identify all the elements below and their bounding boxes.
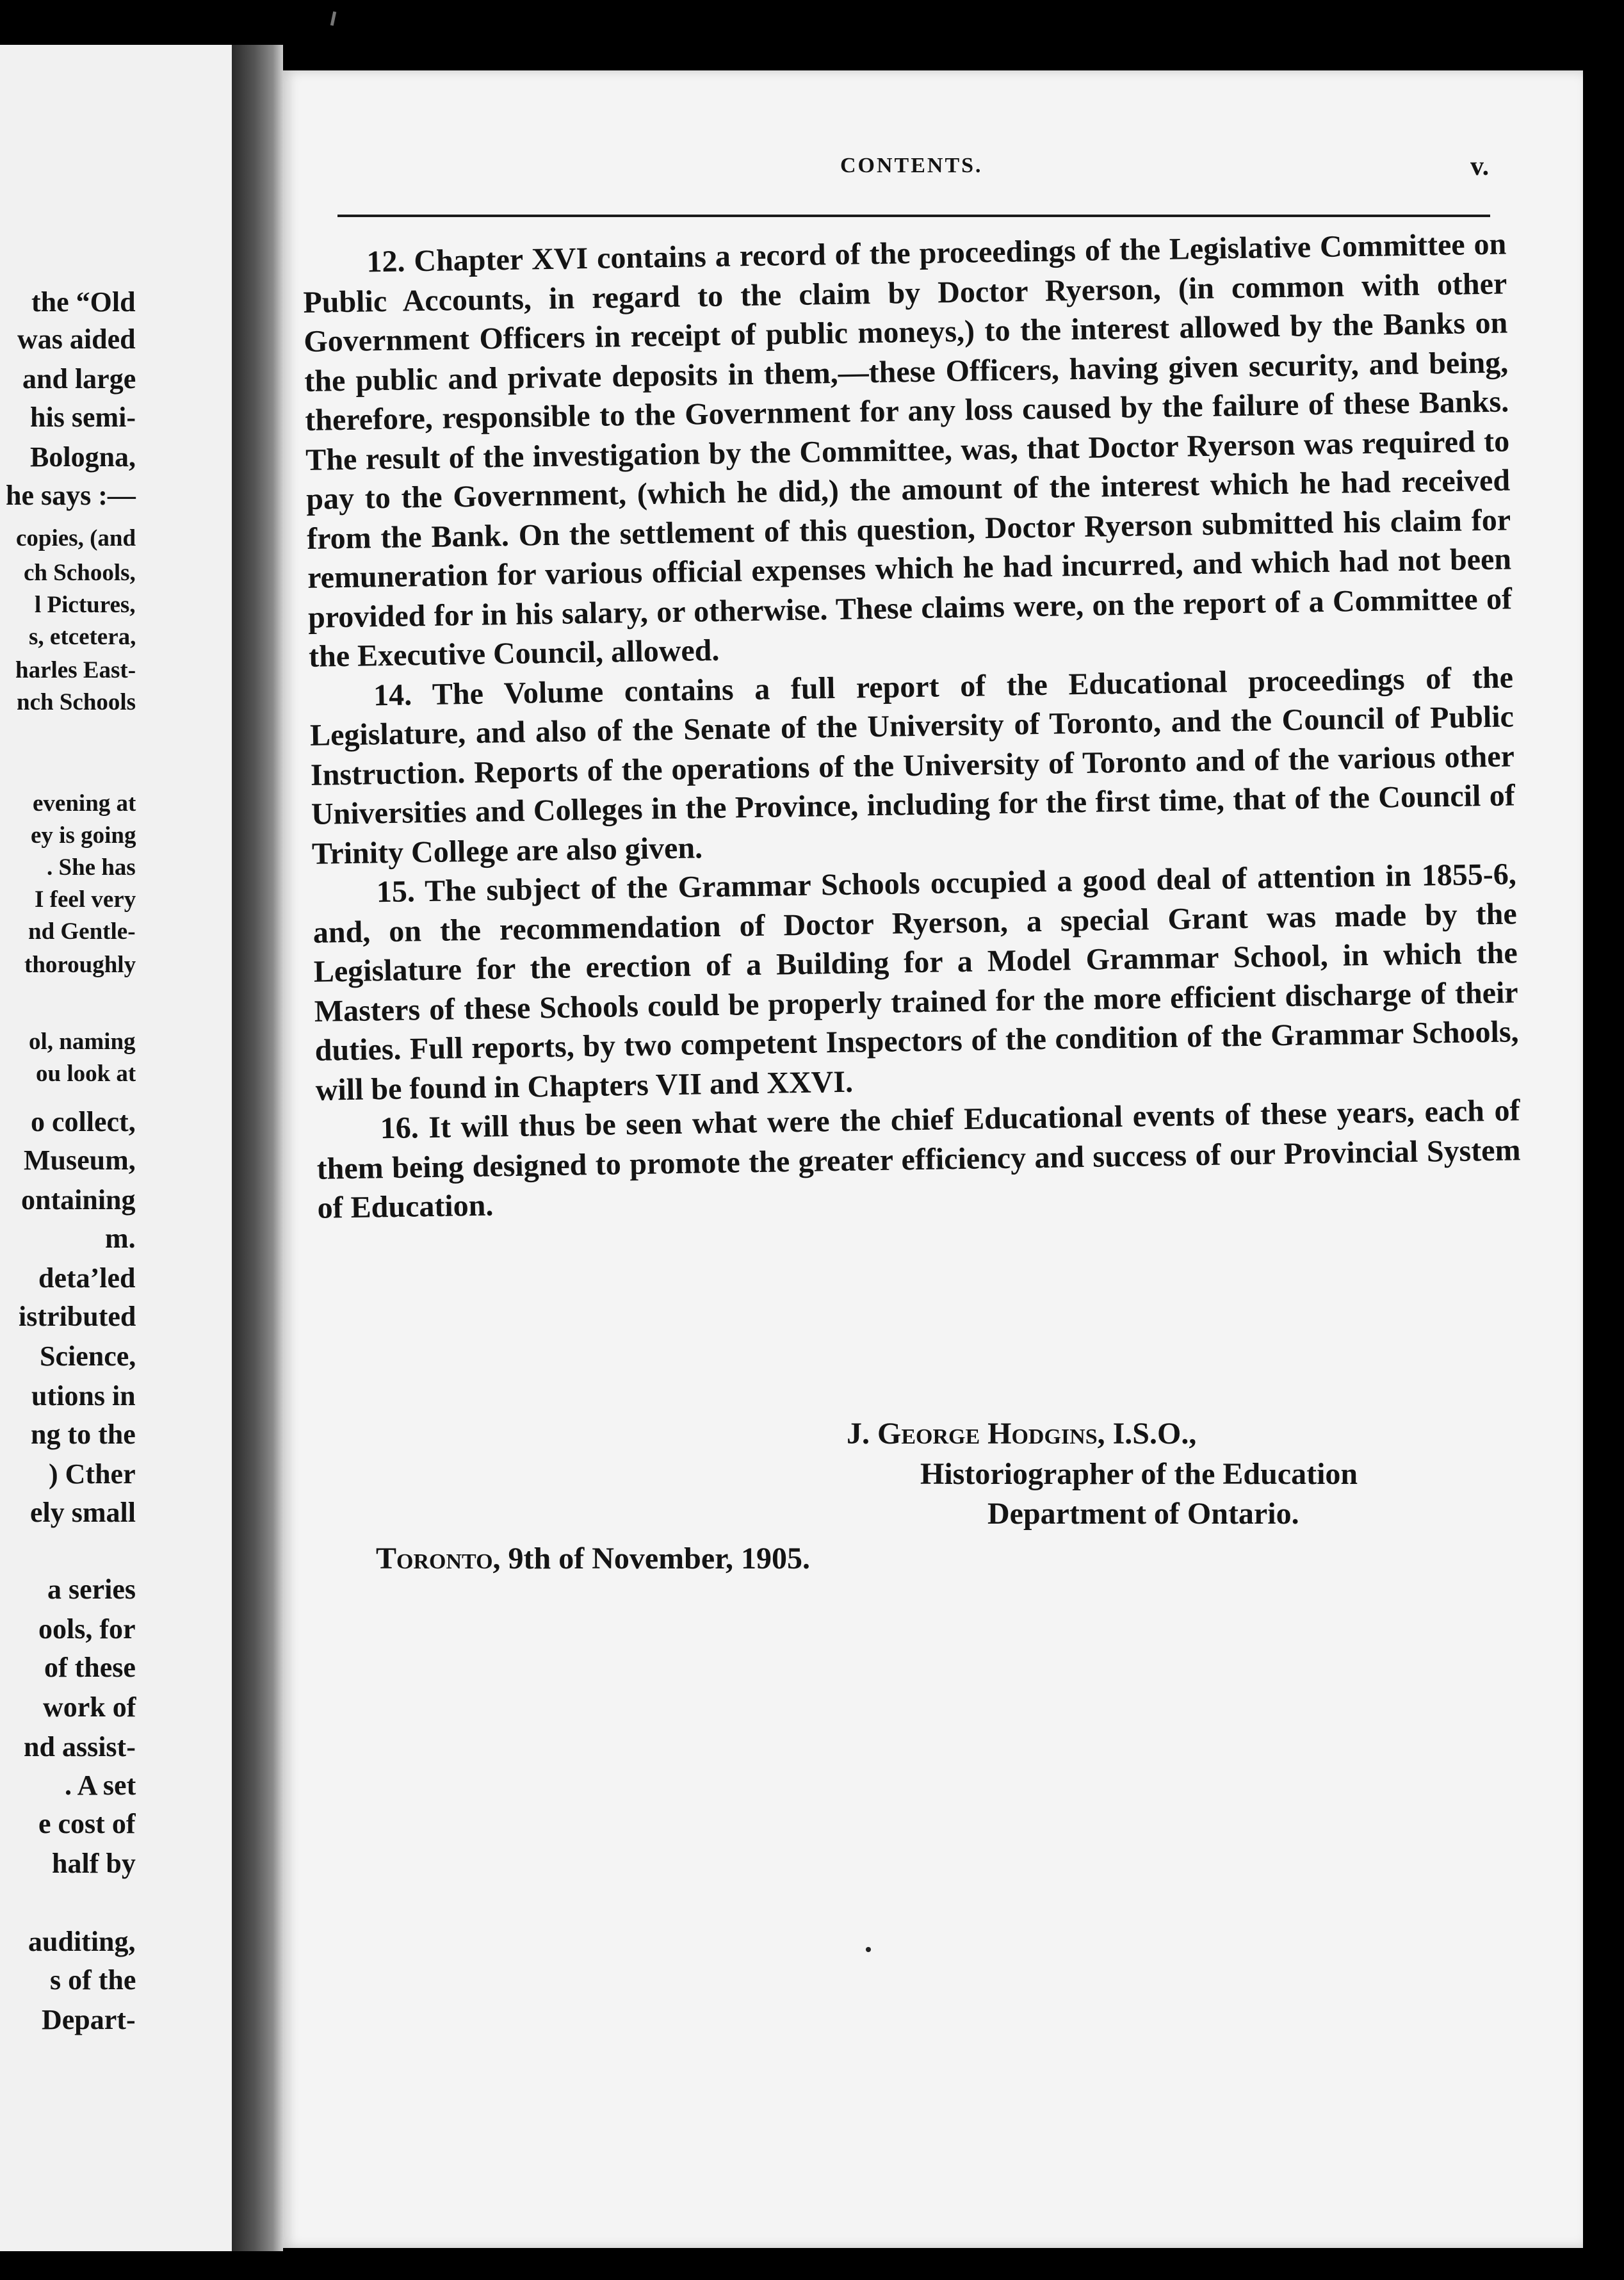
facing-page-line: Museum, [24, 1144, 136, 1176]
facing-page-line: ontaining [21, 1184, 136, 1216]
signature-block [283, 70, 1583, 2248]
facing-page-line: ch Schools, [24, 560, 136, 586]
facing-page-line: his semi- [30, 402, 136, 433]
facing-page-line: m. [105, 1223, 136, 1254]
facing-page-line: work of [43, 1691, 136, 1723]
facing-page-line: Depart- [42, 2004, 136, 2035]
facing-page-line: evening at [33, 790, 136, 817]
facing-page-line: . She has [47, 854, 136, 881]
facing-page-line: utions in [31, 1380, 136, 1412]
facing-page-line: ) Cther [49, 1458, 136, 1490]
facing-page-line: ou look at [36, 1061, 136, 1087]
facing-page-line: auditing, [28, 1926, 136, 1957]
signature-name: J. George Hodgins, I.S.O., [847, 1417, 1197, 1451]
facing-page-line: nd assist- [24, 1731, 136, 1763]
book-gutter [232, 45, 283, 2251]
facing-page [0, 45, 233, 2251]
facing-page-line: I feel very [35, 886, 136, 913]
running-title: CONTENTS. [840, 154, 983, 177]
facing-page-line: and large [22, 363, 136, 395]
paragraph-16: 16. It will thus be seen what were the chief Educational events of these years, each of them being designed to promote the greater efficiency and success of our Provincial System of Education. [316, 1093, 1521, 1225]
facing-page-line: harles East- [15, 657, 136, 683]
facing-page-line: he says :— [6, 480, 136, 511]
facing-page-line: half by [52, 1848, 136, 1879]
facing-page-line: l Pictures, [35, 592, 136, 618]
facing-page-line: the “Old [31, 286, 136, 318]
facing-page-line: o collect, [31, 1106, 136, 1137]
scan-mark [330, 12, 336, 26]
dateline-place: Toronto, [376, 1542, 501, 1576]
facing-page-line: ey is going [31, 822, 136, 849]
facing-page-line: ools, for [38, 1613, 136, 1645]
main-page [283, 70, 1583, 2248]
facing-page-line: . A set [65, 1770, 136, 1801]
paragraph-14: 14. The Volume contains a full report of the Educational proceedings of the Legislature, and also of the Senate of the University of Toronto, and the Council of Public Instruction. Reports of the operations of the University of Toronto and of the various other Universities and Colleges in the Province, including for the first time, that of the Council of Trinity College are also given. [309, 660, 1516, 871]
facing-page-line: ely small [30, 1497, 136, 1528]
facing-page-line: a series [47, 1574, 136, 1605]
paragraph-12: 12. Chapter XVI contains a record of the proceedings of the Legislative Committee on Public Accounts, in regard to the claim by Doctor Ryerson, (in common with other Government Officers in receipt of public moneys,) to the interest allowed by the Banks on the public and private deposits in them,—these Officers, having given security, and being, therefore, responsible to the Government for any loss caused by the failure of these Banks. The result of the investigation by the Committee, was, that Doctor Ryerson was required to pay to the Government, (which he did,) the amount of the interest which he had received from the Bank. On the settlement of this question, Doctor Ryerson submitted his claim for remuneration for various official expenses which he had incurred, and which had not been provided for in his salary, or otherwise. These claims were, on the report of a Committee of the Executive Council, allowed. [303, 227, 1513, 674]
dateline [376, 1543, 810, 1574]
dateline-date: 9th of November, 1905. [508, 1542, 811, 1576]
facing-page-line: copies, (and [16, 525, 136, 551]
facing-page-line: was aided [17, 323, 136, 355]
signature-title-line1: Historiographer of the Education [920, 1457, 1358, 1491]
signature-title-line2: Department of Ontario. [987, 1497, 1299, 1531]
facing-page-line: istributed [19, 1301, 136, 1332]
facing-page-line: Bologna, [30, 441, 136, 473]
facing-page-line: thoroughly [24, 952, 136, 978]
facing-page-line: deta’led [38, 1262, 136, 1294]
facing-page-line: s of the [50, 1964, 136, 1996]
facing-page-line: ng to the [31, 1419, 136, 1450]
stray-dot [866, 1947, 871, 1952]
facing-page-line: ol, naming [29, 1029, 136, 1055]
paragraph-15: 15. The subject of the Grammar Schools occupied a good deal of attention in 1855-6, and, on the recommendation of Doctor Ryerson, a special Grant was made by the Legislature for the erection of a Building for a Model Grammar School, in which the Masters of these Schools could be properly trained for the more efficient discharge of their duties. Full reports, by two competent Inspectors of the condition of the Grammar Schools, will be found in Chapters VII and XXVI. [313, 857, 1519, 1107]
facing-page-line: of these [44, 1652, 136, 1683]
facing-page-line: s, etcetera, [29, 624, 136, 650]
facing-page-line: nch Schools [17, 689, 136, 715]
page-number: v. [1470, 152, 1490, 181]
facing-page-text [0, 45, 232, 2251]
facing-page-line: Science, [40, 1340, 136, 1372]
facing-page-line: nd Gentle- [28, 918, 136, 945]
facing-page-line: e cost of [38, 1808, 136, 1839]
